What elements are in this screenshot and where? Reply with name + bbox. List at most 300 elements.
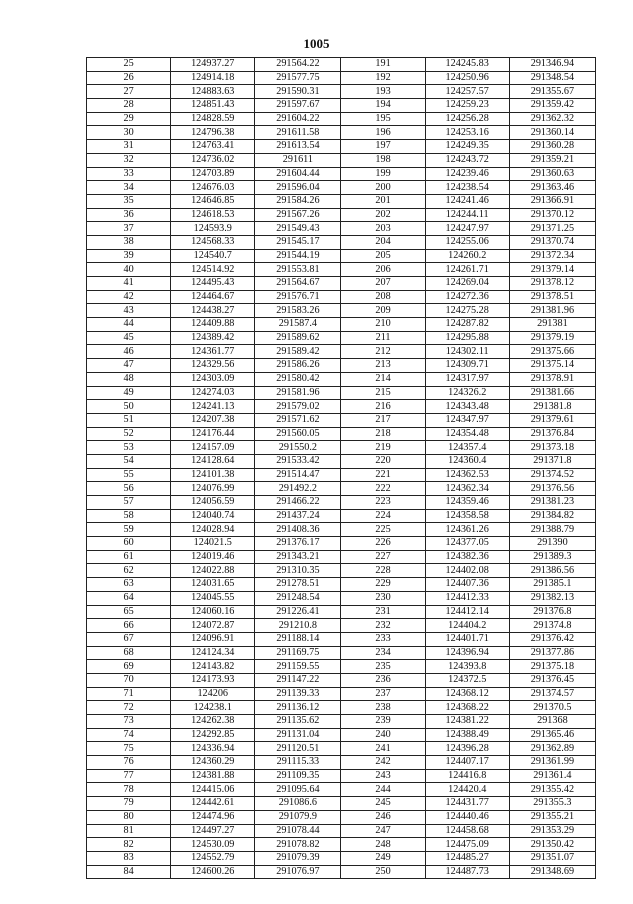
point-number-right: 191 bbox=[341, 58, 425, 72]
y-coordinate-left: 291210.8 bbox=[255, 619, 341, 633]
point-number-left: 55 bbox=[87, 468, 171, 482]
y-coordinate-right: 291359.21 bbox=[509, 153, 595, 167]
x-coordinate-left: 124045.55 bbox=[171, 591, 255, 605]
y-coordinate-right: 291376.8 bbox=[509, 605, 595, 619]
x-coordinate-right: 124249.35 bbox=[425, 140, 509, 154]
x-coordinate-left: 124022.88 bbox=[171, 564, 255, 578]
point-number-right: 202 bbox=[341, 208, 425, 222]
point-number-right: 195 bbox=[341, 112, 425, 126]
point-number-left: 44 bbox=[87, 318, 171, 332]
table-row bbox=[87, 756, 596, 770]
y-coordinate-left: 291076.97 bbox=[255, 865, 341, 879]
y-coordinate-left: 291159.55 bbox=[255, 660, 341, 674]
y-coordinate-left: 291587.4 bbox=[255, 318, 341, 332]
y-coordinate-left: 291248.54 bbox=[255, 591, 341, 605]
x-coordinate-left: 124552.79 bbox=[171, 851, 255, 865]
x-coordinate-left: 124101.38 bbox=[171, 468, 255, 482]
y-coordinate-left: 291544.19 bbox=[255, 249, 341, 263]
point-number-left: 37 bbox=[87, 222, 171, 236]
y-coordinate-right: 291360.14 bbox=[509, 126, 595, 140]
table-row bbox=[87, 58, 596, 72]
point-number-right: 218 bbox=[341, 427, 425, 441]
y-coordinate-right: 291388.79 bbox=[509, 523, 595, 537]
y-coordinate-left: 291514.47 bbox=[255, 468, 341, 482]
x-coordinate-left: 124389.42 bbox=[171, 331, 255, 345]
point-number-left: 57 bbox=[87, 496, 171, 510]
table-row bbox=[87, 523, 596, 537]
table-row bbox=[87, 701, 596, 715]
y-coordinate-right: 291381 bbox=[509, 318, 595, 332]
point-number-right: 224 bbox=[341, 509, 425, 523]
point-number-right: 199 bbox=[341, 167, 425, 181]
x-coordinate-left: 124076.99 bbox=[171, 482, 255, 496]
point-number-right: 219 bbox=[341, 441, 425, 455]
point-number-right: 234 bbox=[341, 646, 425, 660]
point-number-left: 74 bbox=[87, 728, 171, 742]
point-number-left: 41 bbox=[87, 277, 171, 291]
table-row bbox=[87, 865, 596, 879]
x-coordinate-right: 124393.8 bbox=[425, 660, 509, 674]
x-coordinate-left: 124568.33 bbox=[171, 235, 255, 249]
point-number-left: 77 bbox=[87, 769, 171, 783]
x-coordinate-right: 124401.71 bbox=[425, 632, 509, 646]
y-coordinate-left: 291079.39 bbox=[255, 851, 341, 865]
x-coordinate-left: 124736.02 bbox=[171, 153, 255, 167]
y-coordinate-left: 291589.62 bbox=[255, 331, 341, 345]
y-coordinate-left: 291586.26 bbox=[255, 359, 341, 373]
table-row bbox=[87, 687, 596, 701]
y-coordinate-left: 291577.75 bbox=[255, 71, 341, 85]
y-coordinate-left: 291147.22 bbox=[255, 673, 341, 687]
y-coordinate-left: 291533.42 bbox=[255, 454, 341, 468]
x-coordinate-right: 124402.08 bbox=[425, 564, 509, 578]
y-coordinate-left: 291188.14 bbox=[255, 632, 341, 646]
table-row bbox=[87, 783, 596, 797]
table-row bbox=[87, 838, 596, 852]
x-coordinate-right: 124275.28 bbox=[425, 304, 509, 318]
table-row bbox=[87, 194, 596, 208]
y-coordinate-right: 291365.46 bbox=[509, 728, 595, 742]
y-coordinate-right: 291355.3 bbox=[509, 797, 595, 811]
point-number-left: 83 bbox=[87, 851, 171, 865]
x-coordinate-left: 124028.94 bbox=[171, 523, 255, 537]
point-number-right: 214 bbox=[341, 372, 425, 386]
x-coordinate-right: 124272.36 bbox=[425, 290, 509, 304]
y-coordinate-left: 291120.51 bbox=[255, 742, 341, 756]
point-number-right: 225 bbox=[341, 523, 425, 537]
y-coordinate-right: 291355.67 bbox=[509, 85, 595, 99]
x-coordinate-left: 124914.18 bbox=[171, 71, 255, 85]
x-coordinate-left: 124497.27 bbox=[171, 824, 255, 838]
table-row bbox=[87, 482, 596, 496]
x-coordinate-left: 124600.26 bbox=[171, 865, 255, 879]
x-coordinate-left: 124274.03 bbox=[171, 386, 255, 400]
point-number-left: 58 bbox=[87, 509, 171, 523]
y-coordinate-left: 291553.81 bbox=[255, 263, 341, 277]
point-number-left: 36 bbox=[87, 208, 171, 222]
y-coordinate-left: 291343.21 bbox=[255, 550, 341, 564]
point-number-left: 47 bbox=[87, 359, 171, 373]
y-coordinate-right: 291363.46 bbox=[509, 181, 595, 195]
point-number-left: 35 bbox=[87, 194, 171, 208]
y-coordinate-right: 291389.3 bbox=[509, 550, 595, 564]
point-number-right: 246 bbox=[341, 810, 425, 824]
table-row bbox=[87, 290, 596, 304]
y-coordinate-right: 291375.14 bbox=[509, 359, 595, 373]
table-row bbox=[87, 331, 596, 345]
x-coordinate-right: 124250.96 bbox=[425, 71, 509, 85]
y-coordinate-right: 291370.5 bbox=[509, 701, 595, 715]
table-row bbox=[87, 509, 596, 523]
y-coordinate-left: 291109.35 bbox=[255, 769, 341, 783]
table-row bbox=[87, 318, 596, 332]
y-coordinate-left: 291466.22 bbox=[255, 496, 341, 510]
y-coordinate-left: 291611.58 bbox=[255, 126, 341, 140]
y-coordinate-left: 291136.12 bbox=[255, 701, 341, 715]
table-row bbox=[87, 413, 596, 427]
x-coordinate-left: 124021.5 bbox=[171, 537, 255, 551]
y-coordinate-left: 291078.44 bbox=[255, 824, 341, 838]
y-coordinate-left: 291095.64 bbox=[255, 783, 341, 797]
x-coordinate-left: 124060.16 bbox=[171, 605, 255, 619]
x-coordinate-left: 124128.64 bbox=[171, 454, 255, 468]
y-coordinate-right: 291373.18 bbox=[509, 441, 595, 455]
table-row bbox=[87, 673, 596, 687]
table-row bbox=[87, 277, 596, 291]
table-row bbox=[87, 646, 596, 660]
point-number-left: 25 bbox=[87, 58, 171, 72]
x-coordinate-right: 124431.77 bbox=[425, 797, 509, 811]
y-coordinate-right: 291351.07 bbox=[509, 851, 595, 865]
y-coordinate-left: 291564.67 bbox=[255, 277, 341, 291]
point-number-right: 235 bbox=[341, 660, 425, 674]
y-coordinate-left: 291545.17 bbox=[255, 235, 341, 249]
x-coordinate-right: 124239.46 bbox=[425, 167, 509, 181]
y-coordinate-left: 291581.96 bbox=[255, 386, 341, 400]
x-coordinate-right: 124343.48 bbox=[425, 400, 509, 414]
x-coordinate-right: 124396.28 bbox=[425, 742, 509, 756]
y-coordinate-left: 291169.75 bbox=[255, 646, 341, 660]
x-coordinate-right: 124317.97 bbox=[425, 372, 509, 386]
x-coordinate-right: 124475.09 bbox=[425, 838, 509, 852]
table-row bbox=[87, 222, 596, 236]
coordinates-table-body bbox=[87, 58, 596, 879]
table-row bbox=[87, 742, 596, 756]
x-coordinate-left: 124176.44 bbox=[171, 427, 255, 441]
x-coordinate-left: 124207.38 bbox=[171, 413, 255, 427]
x-coordinate-right: 124347.97 bbox=[425, 413, 509, 427]
point-number-right: 244 bbox=[341, 783, 425, 797]
y-coordinate-left: 291086.6 bbox=[255, 797, 341, 811]
y-coordinate-right: 291370.74 bbox=[509, 235, 595, 249]
y-coordinate-left: 291580.42 bbox=[255, 372, 341, 386]
point-number-left: 29 bbox=[87, 112, 171, 126]
x-coordinate-right: 124360.4 bbox=[425, 454, 509, 468]
point-number-left: 28 bbox=[87, 99, 171, 113]
y-coordinate-left: 291611 bbox=[255, 153, 341, 167]
y-coordinate-left: 291550.2 bbox=[255, 441, 341, 455]
x-coordinate-left: 124495.43 bbox=[171, 277, 255, 291]
y-coordinate-right: 291350.42 bbox=[509, 838, 595, 852]
point-number-right: 197 bbox=[341, 140, 425, 154]
point-number-right: 210 bbox=[341, 318, 425, 332]
x-coordinate-left: 124883.63 bbox=[171, 85, 255, 99]
x-coordinate-right: 124354.48 bbox=[425, 427, 509, 441]
x-coordinate-right: 124362.53 bbox=[425, 468, 509, 482]
point-number-left: 46 bbox=[87, 345, 171, 359]
point-number-left: 48 bbox=[87, 372, 171, 386]
y-coordinate-right: 291374.57 bbox=[509, 687, 595, 701]
x-coordinate-right: 124372.5 bbox=[425, 673, 509, 687]
point-number-left: 59 bbox=[87, 523, 171, 537]
y-coordinate-left: 291584.26 bbox=[255, 194, 341, 208]
y-coordinate-left: 291492.2 bbox=[255, 482, 341, 496]
point-number-left: 43 bbox=[87, 304, 171, 318]
point-number-left: 39 bbox=[87, 249, 171, 263]
y-coordinate-right: 291372.34 bbox=[509, 249, 595, 263]
point-number-right: 211 bbox=[341, 331, 425, 345]
point-number-right: 198 bbox=[341, 153, 425, 167]
point-number-left: 84 bbox=[87, 865, 171, 879]
point-number-left: 82 bbox=[87, 838, 171, 852]
point-number-right: 247 bbox=[341, 824, 425, 838]
x-coordinate-left: 124442.61 bbox=[171, 797, 255, 811]
y-coordinate-right: 291362.32 bbox=[509, 112, 595, 126]
y-coordinate-right: 291366.91 bbox=[509, 194, 595, 208]
x-coordinate-right: 124245.83 bbox=[425, 58, 509, 72]
x-coordinate-right: 124440.46 bbox=[425, 810, 509, 824]
y-coordinate-right: 291346.94 bbox=[509, 58, 595, 72]
point-number-right: 233 bbox=[341, 632, 425, 646]
table-row bbox=[87, 112, 596, 126]
point-number-left: 45 bbox=[87, 331, 171, 345]
point-number-right: 238 bbox=[341, 701, 425, 715]
y-coordinate-right: 291378.51 bbox=[509, 290, 595, 304]
x-coordinate-right: 124381.22 bbox=[425, 715, 509, 729]
x-coordinate-left: 124072.87 bbox=[171, 619, 255, 633]
point-number-right: 236 bbox=[341, 673, 425, 687]
point-number-right: 220 bbox=[341, 454, 425, 468]
table-row bbox=[87, 454, 596, 468]
point-number-right: 215 bbox=[341, 386, 425, 400]
point-number-right: 237 bbox=[341, 687, 425, 701]
point-number-left: 49 bbox=[87, 386, 171, 400]
x-coordinate-right: 124326.2 bbox=[425, 386, 509, 400]
x-coordinate-right: 124412.33 bbox=[425, 591, 509, 605]
x-coordinate-left: 124530.09 bbox=[171, 838, 255, 852]
y-coordinate-left: 291596.04 bbox=[255, 181, 341, 195]
x-coordinate-right: 124302.11 bbox=[425, 345, 509, 359]
point-number-left: 65 bbox=[87, 605, 171, 619]
x-coordinate-right: 124420.4 bbox=[425, 783, 509, 797]
x-coordinate-left: 124618.53 bbox=[171, 208, 255, 222]
y-coordinate-left: 291549.43 bbox=[255, 222, 341, 236]
point-number-left: 79 bbox=[87, 797, 171, 811]
point-number-right: 205 bbox=[341, 249, 425, 263]
y-coordinate-left: 291131.04 bbox=[255, 728, 341, 742]
point-number-right: 201 bbox=[341, 194, 425, 208]
point-number-left: 34 bbox=[87, 181, 171, 195]
y-coordinate-right: 291381.23 bbox=[509, 496, 595, 510]
x-coordinate-right: 124257.57 bbox=[425, 85, 509, 99]
y-coordinate-left: 291078.82 bbox=[255, 838, 341, 852]
point-number-right: 249 bbox=[341, 851, 425, 865]
point-number-right: 229 bbox=[341, 578, 425, 592]
table-row bbox=[87, 400, 596, 414]
x-coordinate-left: 124796.38 bbox=[171, 126, 255, 140]
y-coordinate-right: 291376.84 bbox=[509, 427, 595, 441]
table-row bbox=[87, 167, 596, 181]
table-row bbox=[87, 728, 596, 742]
y-coordinate-right: 291370.12 bbox=[509, 208, 595, 222]
coordinates-table bbox=[86, 57, 596, 879]
x-coordinate-right: 124261.71 bbox=[425, 263, 509, 277]
y-coordinate-left: 291613.54 bbox=[255, 140, 341, 154]
y-coordinate-left: 291604.44 bbox=[255, 167, 341, 181]
x-coordinate-right: 124256.28 bbox=[425, 112, 509, 126]
y-coordinate-left: 291576.71 bbox=[255, 290, 341, 304]
y-coordinate-right: 291374.8 bbox=[509, 619, 595, 633]
y-coordinate-right: 291385.1 bbox=[509, 578, 595, 592]
y-coordinate-left: 291079.9 bbox=[255, 810, 341, 824]
point-number-left: 61 bbox=[87, 550, 171, 564]
x-coordinate-left: 124464.67 bbox=[171, 290, 255, 304]
y-coordinate-right: 291386.56 bbox=[509, 564, 595, 578]
x-coordinate-right: 124259.23 bbox=[425, 99, 509, 113]
point-number-left: 64 bbox=[87, 591, 171, 605]
table-row bbox=[87, 550, 596, 564]
point-number-right: 228 bbox=[341, 564, 425, 578]
y-coordinate-left: 291604.22 bbox=[255, 112, 341, 126]
y-coordinate-right: 291355.42 bbox=[509, 783, 595, 797]
x-coordinate-left: 124238.1 bbox=[171, 701, 255, 715]
x-coordinate-left: 124157.09 bbox=[171, 441, 255, 455]
x-coordinate-right: 124359.46 bbox=[425, 496, 509, 510]
table-row bbox=[87, 537, 596, 551]
point-number-right: 239 bbox=[341, 715, 425, 729]
x-coordinate-left: 124173.93 bbox=[171, 673, 255, 687]
x-coordinate-right: 124485.27 bbox=[425, 851, 509, 865]
y-coordinate-right: 291371.25 bbox=[509, 222, 595, 236]
point-number-left: 31 bbox=[87, 140, 171, 154]
y-coordinate-left: 291437.24 bbox=[255, 509, 341, 523]
table-row bbox=[87, 468, 596, 482]
y-coordinate-left: 291226.41 bbox=[255, 605, 341, 619]
x-coordinate-left: 124937.27 bbox=[171, 58, 255, 72]
table-row bbox=[87, 304, 596, 318]
y-coordinate-left: 291408.36 bbox=[255, 523, 341, 537]
table-row bbox=[87, 208, 596, 222]
y-coordinate-right: 291374.52 bbox=[509, 468, 595, 482]
point-number-right: 204 bbox=[341, 235, 425, 249]
table-row bbox=[87, 235, 596, 249]
y-coordinate-left: 291564.22 bbox=[255, 58, 341, 72]
x-coordinate-left: 124262.38 bbox=[171, 715, 255, 729]
x-coordinate-right: 124241.46 bbox=[425, 194, 509, 208]
point-number-left: 52 bbox=[87, 427, 171, 441]
x-coordinate-right: 124377.05 bbox=[425, 537, 509, 551]
y-coordinate-left: 291139.33 bbox=[255, 687, 341, 701]
point-number-right: 241 bbox=[341, 742, 425, 756]
point-number-left: 51 bbox=[87, 413, 171, 427]
point-number-right: 217 bbox=[341, 413, 425, 427]
x-coordinate-right: 124260.2 bbox=[425, 249, 509, 263]
table-row bbox=[87, 359, 596, 373]
y-coordinate-left: 291310.35 bbox=[255, 564, 341, 578]
point-number-right: 248 bbox=[341, 838, 425, 852]
table-row bbox=[87, 660, 596, 674]
x-coordinate-left: 124381.88 bbox=[171, 769, 255, 783]
page-number: 1005 bbox=[303, 36, 330, 51]
x-coordinate-left: 124514.92 bbox=[171, 263, 255, 277]
x-coordinate-right: 124295.88 bbox=[425, 331, 509, 345]
y-coordinate-right: 291376.45 bbox=[509, 673, 595, 687]
table-row bbox=[87, 249, 596, 263]
x-coordinate-right: 124404.2 bbox=[425, 619, 509, 633]
y-coordinate-right: 291375.66 bbox=[509, 345, 595, 359]
y-coordinate-right: 291379.61 bbox=[509, 413, 595, 427]
y-coordinate-right: 291381.8 bbox=[509, 400, 595, 414]
x-coordinate-right: 124412.14 bbox=[425, 605, 509, 619]
table-row bbox=[87, 153, 596, 167]
x-coordinate-left: 124593.9 bbox=[171, 222, 255, 236]
point-number-right: 223 bbox=[341, 496, 425, 510]
y-coordinate-left: 291571.62 bbox=[255, 413, 341, 427]
point-number-right: 213 bbox=[341, 359, 425, 373]
y-coordinate-right: 291353.29 bbox=[509, 824, 595, 838]
x-coordinate-left: 124540.7 bbox=[171, 249, 255, 263]
x-coordinate-right: 124309.71 bbox=[425, 359, 509, 373]
x-coordinate-left: 124206 bbox=[171, 687, 255, 701]
x-coordinate-right: 124487.73 bbox=[425, 865, 509, 879]
x-coordinate-left: 124019.46 bbox=[171, 550, 255, 564]
x-coordinate-right: 124269.04 bbox=[425, 277, 509, 291]
x-coordinate-right: 124416.8 bbox=[425, 769, 509, 783]
y-coordinate-left: 291115.33 bbox=[255, 756, 341, 770]
point-number-left: 66 bbox=[87, 619, 171, 633]
x-coordinate-right: 124358.58 bbox=[425, 509, 509, 523]
x-coordinate-right: 124382.36 bbox=[425, 550, 509, 564]
x-coordinate-left: 124409.88 bbox=[171, 318, 255, 332]
point-number-right: 245 bbox=[341, 797, 425, 811]
x-coordinate-left: 124124.34 bbox=[171, 646, 255, 660]
point-number-left: 72 bbox=[87, 701, 171, 715]
point-number-left: 60 bbox=[87, 537, 171, 551]
x-coordinate-left: 124474.96 bbox=[171, 810, 255, 824]
point-number-right: 196 bbox=[341, 126, 425, 140]
table-row bbox=[87, 619, 596, 633]
point-number-left: 54 bbox=[87, 454, 171, 468]
x-coordinate-left: 124415.06 bbox=[171, 783, 255, 797]
table-row bbox=[87, 591, 596, 605]
point-number-right: 232 bbox=[341, 619, 425, 633]
point-number-left: 63 bbox=[87, 578, 171, 592]
point-number-left: 32 bbox=[87, 153, 171, 167]
point-number-right: 208 bbox=[341, 290, 425, 304]
x-coordinate-left: 124329.56 bbox=[171, 359, 255, 373]
y-coordinate-right: 291379.14 bbox=[509, 263, 595, 277]
point-number-left: 33 bbox=[87, 167, 171, 181]
point-number-left: 62 bbox=[87, 564, 171, 578]
table-row bbox=[87, 126, 596, 140]
point-number-left: 69 bbox=[87, 660, 171, 674]
table-row bbox=[87, 386, 596, 400]
point-number-left: 76 bbox=[87, 756, 171, 770]
y-coordinate-right: 291348.54 bbox=[509, 71, 595, 85]
table-row bbox=[87, 851, 596, 865]
x-coordinate-left: 124361.77 bbox=[171, 345, 255, 359]
point-number-left: 50 bbox=[87, 400, 171, 414]
